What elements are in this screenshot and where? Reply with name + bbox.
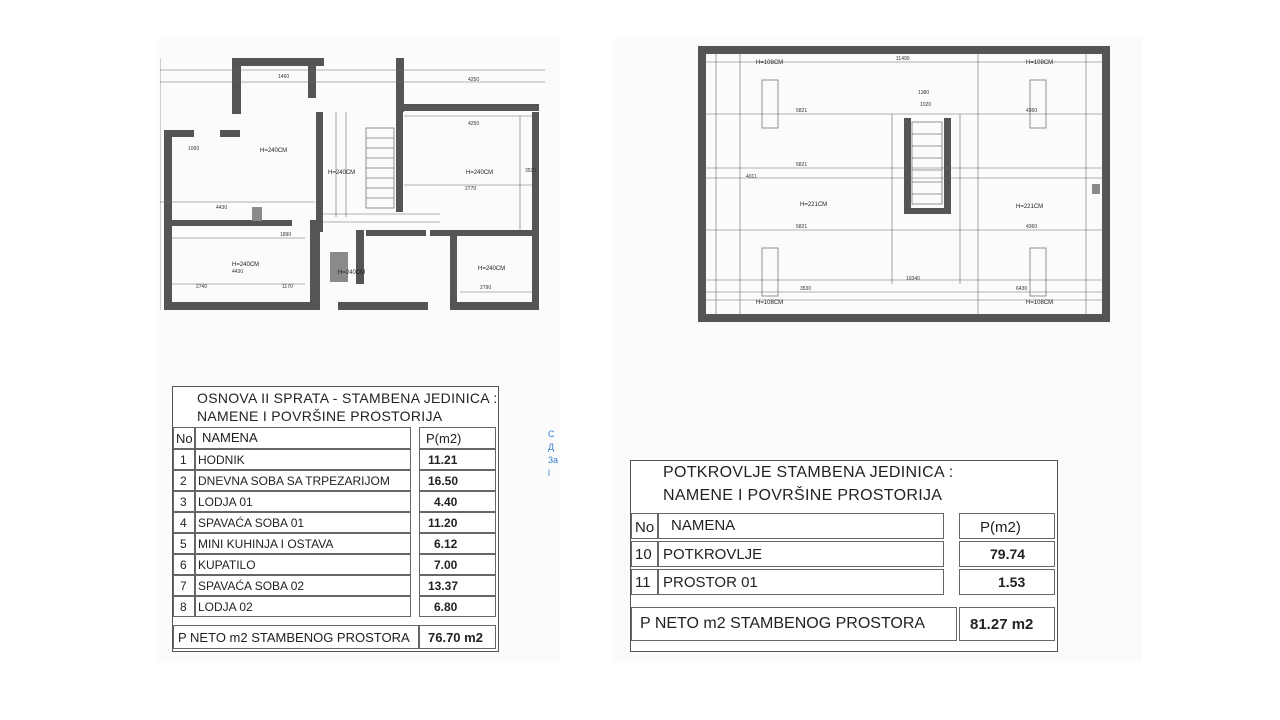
dimension-label: 10340 <box>906 276 920 282</box>
dimension-label: 1020 <box>920 102 932 108</box>
row-area-cell <box>419 512 496 533</box>
dimension-label: 1890 <box>280 232 292 238</box>
room-height-label: H=240CM <box>338 270 366 276</box>
corner-height-label: H=108CM <box>1026 60 1054 66</box>
table-title: OSNOVA II SPRATA - STAMBENA JEDINICA : <box>197 390 498 406</box>
roof-window <box>762 80 778 128</box>
row-no: 7 <box>180 579 187 593</box>
row-area: 11.21 <box>428 453 458 467</box>
room-height-label: H=221CM <box>800 202 828 208</box>
plan-wall <box>404 104 539 111</box>
attic-area-table <box>630 460 1058 652</box>
corner-height-label: H=108CM <box>756 300 784 306</box>
row-name-cell <box>195 449 411 470</box>
dimension-label: 11490 <box>896 56 910 62</box>
row-no: 1 <box>180 453 187 467</box>
dimension-label: 1460 <box>278 74 290 80</box>
staircase <box>912 122 942 204</box>
row-area: 16.50 <box>428 474 459 488</box>
dimension-label: 4250 <box>468 77 480 83</box>
total-value: 76.70 m2 <box>428 630 483 645</box>
total-label: P NETO m2 STAMBENOG PROSTORA <box>640 615 926 632</box>
row-area: 1.53 <box>998 574 1026 590</box>
table-title: POTKROVLJE STAMBENA JEDINICA : <box>663 464 954 481</box>
total-label: P NETO m2 STAMBENOG PROSTORA <box>178 630 410 645</box>
total-value-cell <box>419 625 496 649</box>
header-name-cell <box>658 513 944 539</box>
row-name-cell <box>195 491 411 512</box>
plan-wall <box>904 118 911 214</box>
plan-wall <box>316 112 323 232</box>
dimension-label: 3530 <box>800 286 812 292</box>
row-area: 7.00 <box>434 558 458 572</box>
plan-wall <box>172 220 292 226</box>
plan-wall <box>698 314 1110 322</box>
row-name-cell <box>195 512 411 533</box>
header-area: P(m2) <box>980 519 1021 536</box>
total-value-cell <box>959 607 1055 641</box>
staircase <box>366 128 394 208</box>
dimension-label: 3520 <box>525 168 537 174</box>
row-area: 11.20 <box>428 516 458 530</box>
dimension-label: 4011 <box>746 174 757 180</box>
row-name: KUPATILO <box>198 558 256 572</box>
row-no: 3 <box>180 495 187 509</box>
row-name: SPAVAĆA SOBA 02 <box>198 579 305 593</box>
table-subtitle: NAMENE I POVRŠINE PROSTORIJA <box>197 408 443 424</box>
roof-window <box>762 248 778 296</box>
header-name: NAMENA <box>671 517 736 534</box>
header-area-cell <box>959 513 1055 539</box>
plan-wall <box>252 207 262 221</box>
stamp-fragment <box>548 428 558 480</box>
row-area-cell <box>419 596 496 617</box>
row-no: 6 <box>180 558 187 572</box>
plan-wall <box>944 118 951 214</box>
stamp-text: Д <box>548 442 555 452</box>
row-no-cell <box>173 554 195 575</box>
plan-wall <box>396 112 403 212</box>
row-no: 8 <box>180 600 187 614</box>
row-area-cell <box>419 470 496 491</box>
row-name: MINI KUHINJA I OSTAVA <box>198 537 334 551</box>
row-area-cell <box>419 533 496 554</box>
row-name-cell <box>658 541 944 567</box>
table-subtitle: NAMENE I POVRŠINE PROSTORIJA <box>663 487 943 504</box>
dimension-label: 1380 <box>918 90 930 96</box>
row-name-cell <box>195 470 411 491</box>
dimension-label: 2790 <box>480 285 492 291</box>
row-area-cell <box>419 575 496 596</box>
total-value: 81.27 m2 <box>970 616 1034 633</box>
row-name-cell <box>195 554 411 575</box>
row-no-cell <box>173 533 195 554</box>
plan-wall <box>330 252 348 282</box>
dimension-label: 4430 <box>216 205 228 211</box>
dimension-label: 2770 <box>465 186 477 192</box>
header-name-cell <box>195 427 411 449</box>
row-area-cell <box>419 491 496 512</box>
plan-wall <box>164 130 172 310</box>
row-name: LODJA 02 <box>198 600 253 614</box>
row-no: 11 <box>635 574 651 591</box>
plan-wall <box>532 112 539 310</box>
header-area-cell <box>419 427 496 449</box>
row-area-cell <box>959 569 1055 595</box>
room-height-label: H=240CM <box>466 170 494 176</box>
row-no: 2 <box>180 474 187 488</box>
row-name-cell <box>195 575 411 596</box>
row-name-cell <box>195 533 411 554</box>
header-no-cell <box>631 513 658 539</box>
room-height-label: H=240CM <box>232 262 260 268</box>
corner-height-label: H=108CM <box>1026 300 1054 306</box>
plan-wall <box>904 208 951 214</box>
row-no: 10 <box>635 546 652 563</box>
dimension-label: 6430 <box>1016 286 1028 292</box>
row-name: SPAVAĆA SOBA 01 <box>198 516 305 530</box>
second-floor-plan <box>160 52 545 314</box>
plan-wall <box>164 130 194 137</box>
row-name: PROSTOR 01 <box>663 574 758 591</box>
room-height-label: H=240CM <box>328 170 356 176</box>
header-no-cell <box>173 427 195 449</box>
row-no-cell <box>631 541 658 567</box>
plan-wall <box>220 130 240 137</box>
row-area: 6.80 <box>434 600 458 614</box>
dimension-label: 2740 <box>196 284 208 290</box>
row-name-cell <box>195 596 411 617</box>
plan-wall <box>698 46 706 322</box>
total-label-cell <box>631 607 957 641</box>
header-area: P(m2) <box>426 431 462 446</box>
row-no-cell <box>173 575 195 596</box>
row-no-cell <box>173 596 195 617</box>
row-area-cell <box>419 449 496 470</box>
dimension-label: 1050 <box>188 146 200 152</box>
room-height-label: H=240CM <box>260 148 288 154</box>
dimension-label: 5821 <box>796 224 808 230</box>
header-no: No <box>176 431 193 446</box>
header-no: No <box>635 519 655 536</box>
row-area: 4.40 <box>434 495 458 509</box>
stamp-text: C <box>548 429 555 439</box>
row-name: LODJA 01 <box>198 495 253 509</box>
plan-wall <box>338 302 428 310</box>
plan-wall <box>430 230 532 236</box>
row-name: DNEVNA SOBA SA TRPEZARIJOM <box>198 474 390 488</box>
stamp-text: 3a <box>548 455 559 465</box>
plan-wall <box>308 58 316 98</box>
roof-window <box>1030 80 1046 128</box>
total-label-cell <box>173 625 419 649</box>
dimension-label: 4360 <box>1026 224 1038 230</box>
dimension-label: 5821 <box>796 108 808 114</box>
plan-wall <box>1102 46 1110 322</box>
attic-floor-plan <box>696 44 1112 326</box>
room-height-label: H=221CM <box>1016 204 1044 210</box>
row-no-cell <box>173 512 195 533</box>
dimension-label: 4250 <box>468 121 480 127</box>
row-no: 5 <box>180 537 187 551</box>
second-floor-area-table <box>172 386 499 652</box>
row-no: 4 <box>180 516 187 530</box>
plan-wall <box>698 46 1110 54</box>
row-area: 13.37 <box>428 579 459 593</box>
row-no-cell <box>631 569 658 595</box>
row-name: HODNIK <box>198 453 245 467</box>
room-height-label: H=240CM <box>478 266 506 272</box>
dimension-label: 1170 <box>282 284 293 290</box>
dimension-label: 4430 <box>232 269 244 275</box>
row-no-cell <box>173 491 195 512</box>
dimension-label: 5821 <box>796 162 808 168</box>
row-name: POTKROVLJE <box>663 546 763 563</box>
row-area-cell <box>959 541 1055 567</box>
plan-wall <box>456 302 538 310</box>
corner-height-label: H=108CM <box>756 60 784 66</box>
stamp-text: l <box>548 468 550 478</box>
plan-wall <box>366 230 426 236</box>
plan-wall <box>164 302 314 310</box>
row-no-cell <box>173 449 195 470</box>
row-area: 6.12 <box>434 537 458 551</box>
header-name: NAMENA <box>202 430 258 445</box>
row-area: 79.74 <box>990 546 1026 562</box>
chimney <box>1092 184 1100 194</box>
plan-wall <box>232 58 241 114</box>
plan-wall <box>310 220 320 310</box>
row-no-cell <box>173 470 195 491</box>
row-area-cell <box>419 554 496 575</box>
roof-window <box>1030 248 1046 296</box>
row-name-cell <box>658 569 944 595</box>
plan-wall <box>396 58 404 112</box>
dimension-label: 4360 <box>1026 108 1038 114</box>
